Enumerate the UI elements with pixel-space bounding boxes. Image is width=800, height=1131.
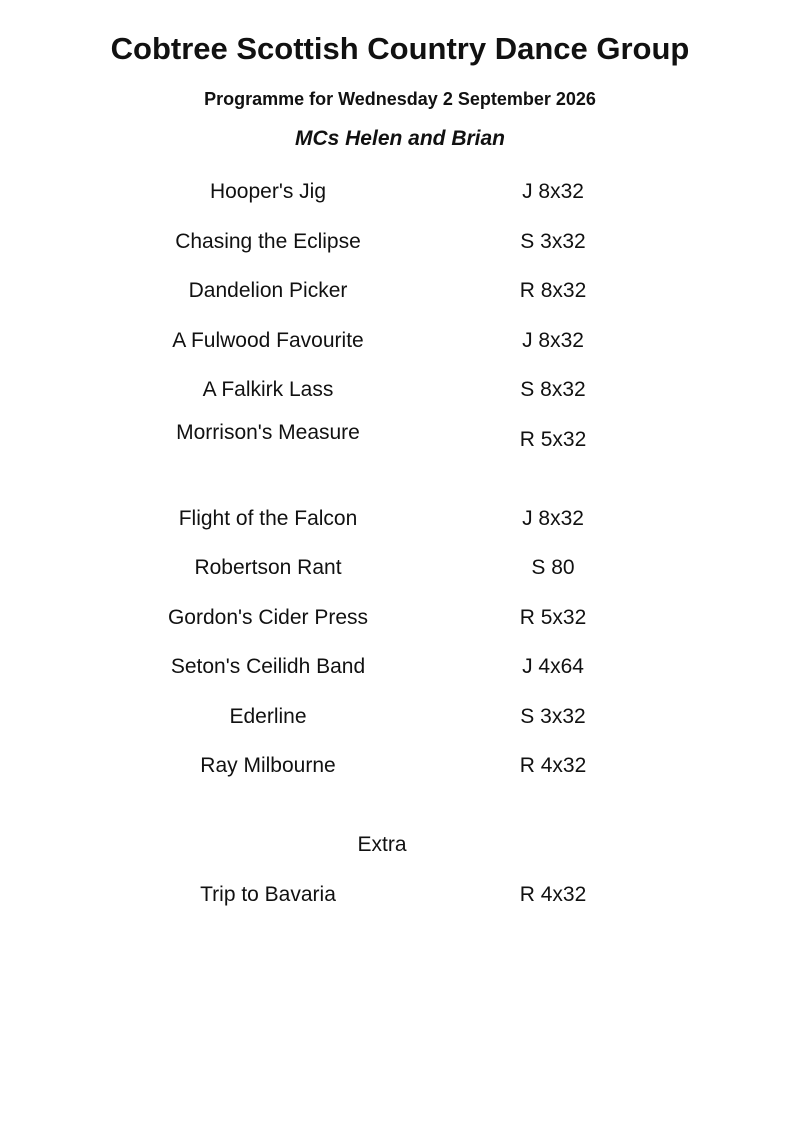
programme-date: Programme for Wednesday 2 September 2026 xyxy=(204,89,596,109)
dance-row xyxy=(0,180,800,210)
dance-row xyxy=(0,378,800,408)
dance-name: Flight of the Falcon xyxy=(178,507,358,530)
dance-row xyxy=(0,883,800,913)
dance-type: S 3x32 xyxy=(520,230,586,253)
dance-row xyxy=(0,329,800,359)
mcs-line: MCs Helen and Brian xyxy=(294,127,506,150)
dance-type: S 3x32 xyxy=(520,705,586,728)
dance-name: Seton's Ceilidh Band xyxy=(170,655,366,678)
dance-row xyxy=(0,556,800,586)
dance-row xyxy=(0,507,800,537)
dance-type: R 8x32 xyxy=(519,279,587,302)
dance-row xyxy=(0,606,800,636)
dance-name: Ederline xyxy=(229,705,307,728)
dance-name: Gordon's Cider Press xyxy=(167,606,369,629)
dance-name: A Fulwood Favourite xyxy=(172,329,364,352)
dance-row xyxy=(0,421,800,451)
dance-row xyxy=(0,705,800,735)
dance-name: Robertson Rant xyxy=(194,556,342,579)
dance-name: Ray Milbourne xyxy=(200,754,336,777)
dance-name: Trip to Bavaria xyxy=(200,883,336,906)
extra-heading: Extra xyxy=(357,833,407,856)
dance-type: R 5x32 xyxy=(519,428,587,451)
dance-row xyxy=(0,754,800,784)
dance-name: A Falkirk Lass xyxy=(202,378,334,401)
dance-type: R 4x32 xyxy=(519,883,587,906)
dance-name: Hooper's Jig xyxy=(209,180,327,203)
dance-row xyxy=(0,279,800,309)
dance-type: J 8x32 xyxy=(522,180,584,203)
dance-type: J 8x32 xyxy=(522,329,584,352)
dance-name: Morrison's Measure xyxy=(176,421,360,444)
dance-row xyxy=(0,655,800,685)
dance-type: R 5x32 xyxy=(519,606,587,629)
dance-type: S 80 xyxy=(531,556,575,579)
dance-type: R 4x32 xyxy=(519,754,587,777)
dance-row xyxy=(0,230,800,260)
dance-type: J 8x32 xyxy=(522,507,584,530)
dance-name: Dandelion Picker xyxy=(188,279,348,302)
dance-name: Chasing the Eclipse xyxy=(175,230,361,253)
dance-type: J 4x64 xyxy=(522,655,584,678)
dance-type: S 8x32 xyxy=(520,378,586,401)
page-title: Cobtree Scottish Country Dance Group xyxy=(110,31,690,66)
